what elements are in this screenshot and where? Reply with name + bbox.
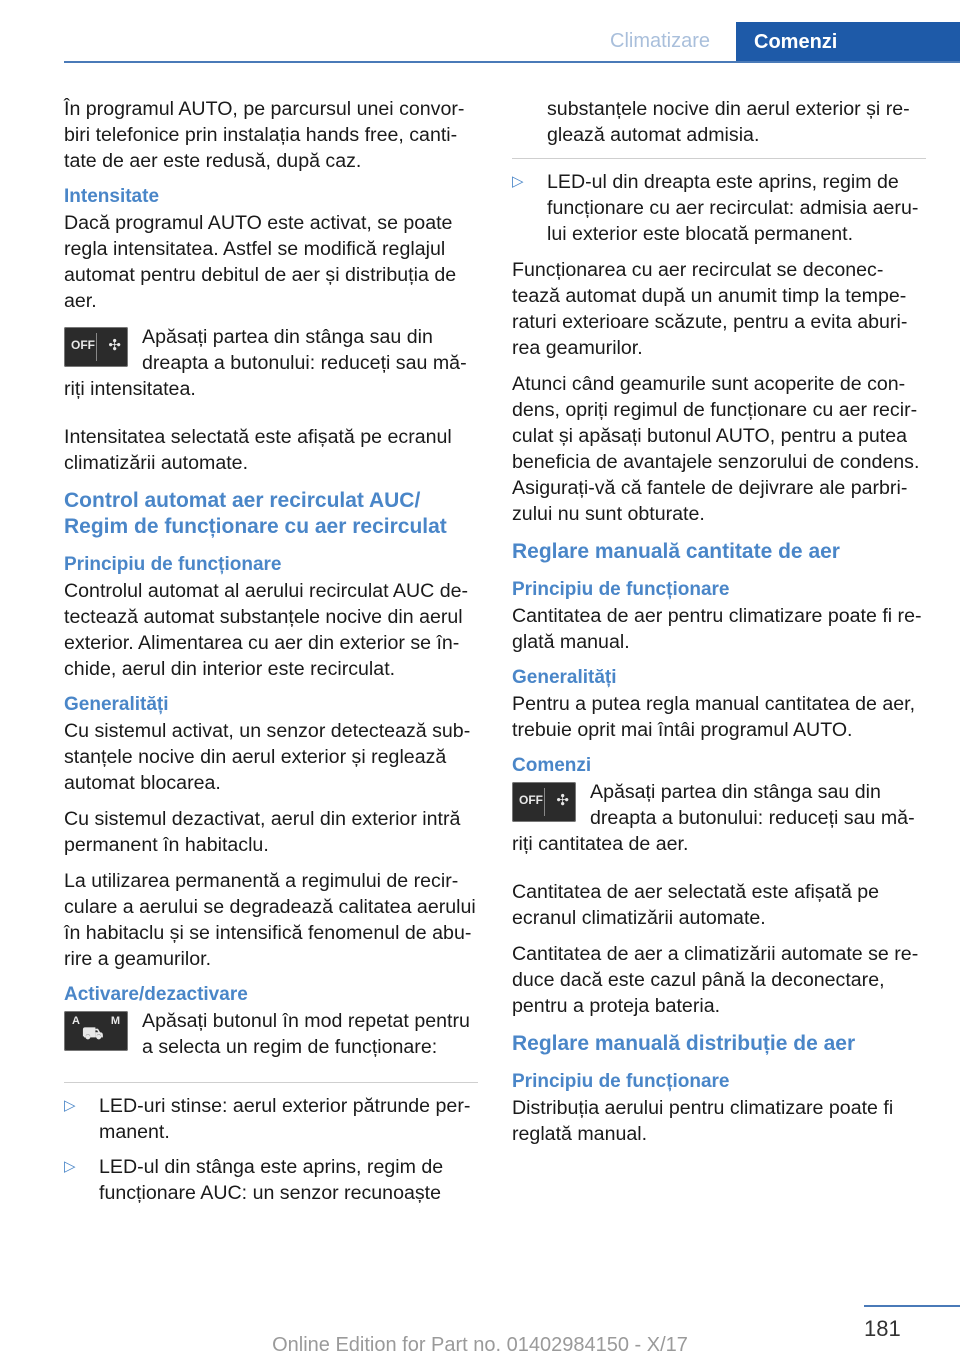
car-recirculation-icon: ⛟ <box>82 1024 104 1043</box>
mode-list-continued <box>512 96 926 148</box>
fan-button-instruction <box>512 779 926 857</box>
list-item-continuation: substanțele nocive din aerul exterior și re-glează automat admisia. <box>547 98 910 146</box>
subheading-generalitati: Generalități <box>512 667 617 688</box>
heading-auc: Control automat aer recirculat AUC/ Regim de funcționare cu aer recirculat <box>64 489 447 538</box>
paragraph: Cantitatea de aer selectată este afișată pe ecranul climatizării automate. <box>512 881 880 929</box>
fan-icon: ✣ <box>556 792 569 809</box>
divider <box>64 1082 478 1083</box>
auc-button-icon <box>64 1011 128 1051</box>
header-section-tab: Climatizare <box>610 30 711 52</box>
paragraph: Cantitatea de aer pentru climatizare poate fi re-glată manual. <box>512 605 922 653</box>
paragraph: Intensitatea selectată este afișată pe ecranul climatizării automate. <box>64 426 452 474</box>
fan-speed-button-icon <box>512 782 576 822</box>
left-column <box>64 96 478 1216</box>
divider <box>512 158 926 159</box>
subheading-comenzi: Comenzi <box>512 755 592 776</box>
paragraph: Cu sistemul activat, un senzor detectează sub-stanțele nocive din aerul exterior și reglează automat blocarea. <box>64 720 471 794</box>
paragraph: La utilizarea permanentă a regimului de recir-culare a aerului se degradează calitatea aerului în habitaclu și se intensifică fenomenul de abu-rire a geamurilor. <box>64 870 476 970</box>
paragraph: Dacă programul AUTO este activat, se poate regla intensitatea. Astfel se modifică reglajul automat pentru debitul de aer și distribuția de aer. <box>64 212 457 312</box>
mode-list <box>512 169 926 247</box>
triangle-bullet-icon: ▷ <box>64 1097 76 1114</box>
subheading-intensitate: Intensitate <box>64 186 160 207</box>
subheading-principiu: Principiu de funcționare <box>64 554 282 575</box>
paragraph: Pentru a putea regla manual cantitatea de aer, trebuie oprit mai întâi programul AUTO. <box>512 693 916 741</box>
paragraph: Funcționarea cu aer recirculat se deconec-tează automat după un anumit timp la tempe-raturi exterioare scăzute, pentru a evita aburi-rea geamurilor. <box>512 259 908 359</box>
paragraph: Controlul automat al aerului recirculat AUC de-tectează automat substanțele nocive din aerul exterior. Alimentarea cu aer din exterior se în-chide, aerul din interior este recirculat. <box>64 580 469 680</box>
footer-edition: Online Edition for Part no. 01402984150 - X/17 <box>272 1334 688 1356</box>
instruction-text: Apăsați butonul în mod repetat pentru a selecta un regim de funcționare: <box>142 1010 470 1058</box>
fan-icon: ✣ <box>108 337 121 354</box>
subheading-principiu: Principiu de funcționare <box>512 579 730 600</box>
mode-list <box>64 1093 478 1206</box>
list-item: ▷ LED-uri stinse: aerul exterior pătrunde per-manent. <box>64 1095 471 1143</box>
heading-distributie: Reglare manuală distribuție de aer <box>512 1032 856 1055</box>
header-rule <box>64 61 960 63</box>
paragraph: În programul AUTO, pe parcursul unei convor-biri telefonice prin instalația hands free, canti-tate de aer este redusă, după caz. <box>64 98 465 172</box>
subheading-activare: Activare/dezactivare <box>64 984 248 1005</box>
fan-speed-button-icon <box>64 327 128 367</box>
instruction-text: Apăsați partea din stânga sau din dreapta a butonului: reduceți sau mă-riți cantitatea de aer. <box>512 781 915 855</box>
paragraph: Cu sistemul dezactivat, aerul din exterior intră permanent în habitaclu. <box>64 808 461 856</box>
heading-cantitate: Reglare manuală cantitate de aer <box>512 540 840 563</box>
triangle-bullet-icon: ▷ <box>512 173 524 190</box>
m-label: M <box>110 1015 120 1027</box>
fan-button-instruction <box>64 324 478 402</box>
off-label: OFF <box>519 793 543 807</box>
list-item: ▷ LED-ul din dreapta este aprins, regim de funcționare cu aer recirculat: admisia aeru-lui exterior este blocată permanent. <box>512 171 919 245</box>
right-column <box>512 96 926 1157</box>
page-number-rule <box>864 1305 960 1307</box>
triangle-bullet-icon: ▷ <box>64 1158 76 1175</box>
subheading-principiu: Principiu de funcționare <box>512 1071 730 1092</box>
instruction-text: Apăsați partea din stânga sau din dreapta a butonului: reduceți sau mă-riți intensitatea. <box>64 326 467 400</box>
subheading-generalitati: Generalități <box>64 694 169 715</box>
paragraph: Distribuția aerului pentru climatizare poate fi reglată manual. <box>512 1097 894 1145</box>
page-number: 181 <box>864 1316 901 1341</box>
header-chapter-tab: Comenzi <box>736 22 960 63</box>
paragraph: Atunci când geamurile sunt acoperite de con-dens, opriți regimul de funcționare cu aer recir-culat și apăsați butonul AUTO, pentru a putea beneficia de avantajele senzorului de condens. Asigurați-vă că fantele de dejivrare ale parbri-zului nu sunt obturate. <box>512 373 920 525</box>
off-label: OFF <box>71 338 95 352</box>
list-item: ▷ LED-ul din stânga este aprins, regim de funcționare AUC: un senzor recunoaște <box>64 1156 444 1204</box>
auc-button-instruction <box>64 1008 478 1060</box>
a-label: A <box>72 1015 80 1027</box>
paragraph: Cantitatea de aer a climatizării automate se re-duce dacă este cazul până la deconectare, pentru a proteja bateria. <box>512 943 919 1017</box>
